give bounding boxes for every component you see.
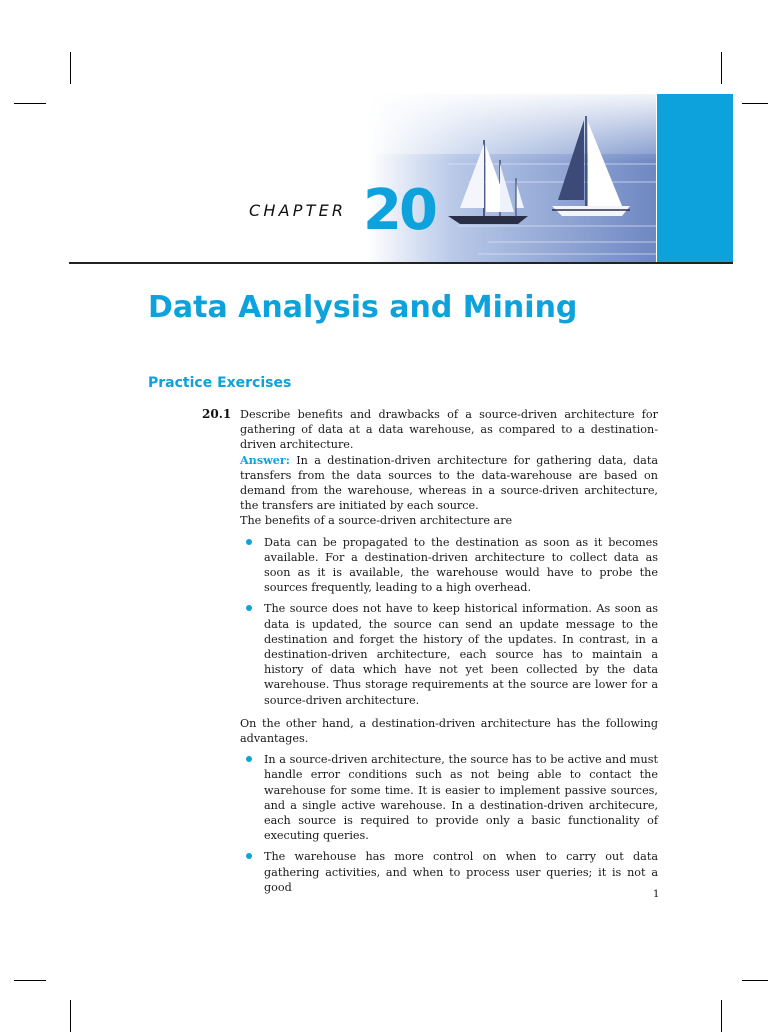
chapter-number: 20 [363,178,435,243]
list-item: In a source-driven architecture, the source has to be active and must handle error conditions such as not being able to contact the warehouse for some time. It is easier to implement passive sources, and a single active warehouse. In a destination-driven architecure, each source is required to provide only a basic functionality of executing queries. [264,752,658,843]
crop-mark [14,103,46,104]
benefits-list [240,535,658,708]
bullet-icon [246,605,252,611]
section-heading: Practice Exercises [148,375,292,391]
crop-mark [742,103,768,104]
answer-paragraph [240,453,658,514]
exercise-question: Describe benefits and drawbacks of a source-driven architecture for gathering of data at a data warehouse, as compared to a destination-driven architecture. [240,408,658,452]
crop-mark [70,1000,71,1032]
benefits-intro: The benefits of a source-driven architecture are [240,514,513,528]
answer-text: In a destination-driven architecture for gathering data, data transfers from the data sources to the data-warehouse are based on demand from the warehouse, whereas in a source-driven architecture, the transfers are initiated by each source. [240,453,658,513]
advantages-list [240,752,658,895]
chapter-color-block [657,94,733,262]
crop-mark [14,980,46,981]
chapter-title: Data Analysis and Mining [148,290,578,325]
chapter-label: CHAPTER [249,201,347,220]
exercise-body [240,407,658,901]
bullet-icon [246,756,252,762]
crop-mark [742,980,768,981]
advantages-intro: On the other hand, a destination-driven architecture has the following advantages. [240,716,658,746]
exercise-number: 20.1 [202,407,232,421]
page-number: 1 [653,889,660,900]
list-item: The warehouse has more control on when to carry out data gathering activities, and when to process user queries; it is not a good [264,849,658,895]
crop-mark [721,52,722,84]
bullet-icon [246,853,252,859]
list-item: The source does not have to keep historical information. As soon as data is updated, the source can send an update message to the destination and forget the history of the updates. In contrast, in a destination-driven architecture, each source has to maintain a history of data which have not yet been collected by the data warehouse. Thus storage requirements at the source are lower for a source-driven architecture. [264,601,658,707]
list-item: Data can be propagated to the destination as soon as it becomes available. For a destination-driven architecture to collect data as soon as it is available, the warehouse would have to probe the sources frequently, leading to a high overhead. [264,535,658,596]
crop-mark [721,1000,722,1032]
crop-mark [70,52,71,84]
chapter-rule [69,262,733,264]
bullet-icon [246,539,252,545]
answer-label: Answer: [240,452,290,467]
